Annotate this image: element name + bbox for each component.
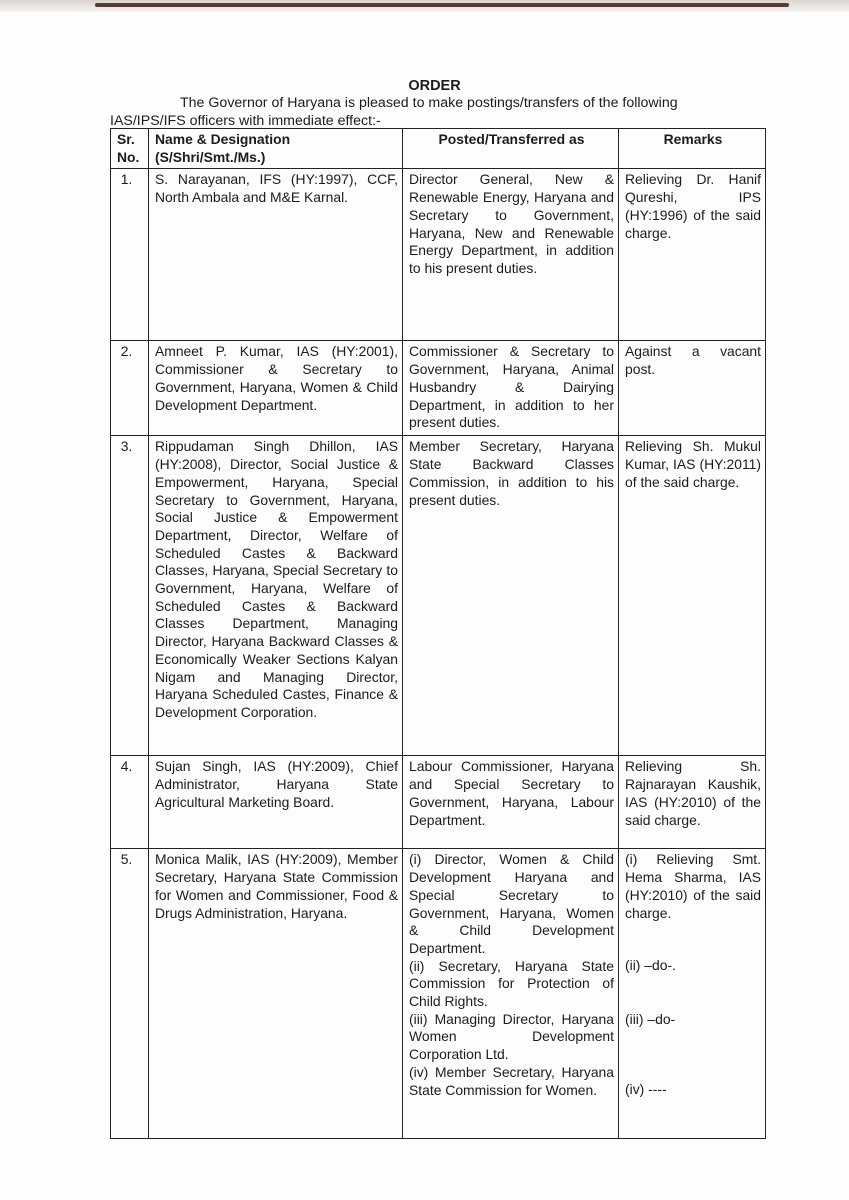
row-posted-as: Commissioner & Secretary to Government, Haryana, Animal Husbandry & Dairying Department, in addition to her present duties. [403, 341, 619, 436]
intro-line-1: The Governor of Haryana is pleased to make postings/transfers of the following [180, 95, 678, 111]
order-intro [110, 94, 765, 130]
table-row [111, 849, 766, 1139]
row-remarks [619, 849, 766, 1139]
header-name-designation: Name & Designation (S/Shri/Smt./Ms.) [149, 129, 403, 169]
binding-strip [95, 3, 789, 7]
row-name-designation: Sujan Singh, IAS (HY:2009), Chief Administrator, Haryana State Agricultural Marketing Board. [149, 756, 403, 849]
remark-item: (i) Relieving Smt. Hema Sharma, IAS (HY:2010) of the said charge. [625, 851, 761, 921]
row-name-designation: Rippudaman Singh Dhillon, IAS (HY:2008), Director, Social Justice & Empowerment, Haryana, Special Secretary to Government, Haryana, Social Justice & Empowerment Department, Director, Welfare of Scheduled Castes & Backward Classes, Haryana, Special Secretary to Government, Haryana, Welfare of Scheduled Castes & Backward Classes Department, Managing Director, Haryana Backward Classes & Economically Weaker Sections Kalyan Nigam and Managing Director, Haryana Scheduled Castes, Finance & Development Corporation. [149, 436, 403, 756]
row-remarks: Relieving Sh. Rajnarayan Kaushik, IAS (HY:2010) of the said charge. [619, 756, 766, 849]
remark-item: (iii) –do- [625, 1011, 676, 1028]
table-row [111, 756, 766, 849]
row-name-designation: Amneet P. Kumar, IAS (HY:2001), Commissioner & Secretary to Government, Haryana, Women & Child Development Department. [149, 341, 403, 436]
row-sr-no: 1. [111, 169, 149, 341]
row-posted-as: Labour Commissioner, Haryana and Special Secretary to Government, Haryana, Labour Department. [403, 756, 619, 849]
header-posted-transferred: Posted/Transferred as [403, 129, 619, 169]
page-top-edge [0, 0, 849, 12]
row-remarks: Against a vacant post. [619, 341, 766, 436]
table-row [111, 169, 766, 341]
row-remarks: Relieving Dr. Hanif Qureshi, IPS (HY:1996) of the said charge. [619, 169, 766, 341]
postings-table [110, 128, 766, 1139]
posting-item: (i) Director, Women & Child Development Haryana and Special Secretary to Government, Haryana, Women & Child Development Department. [409, 851, 614, 956]
row-name-designation: Monica Malik, IAS (HY:2009), Member Secretary, Haryana State Commission for Women and Commissioner, Food & Drugs Administration, Haryana. [149, 849, 403, 1139]
row-name-designation: S. Narayanan, IFS (HY:1997), CCF, North Ambala and M&E Karnal. [149, 169, 403, 341]
row-posted-as: Director General, New & Renewable Energy, Haryana and Secretary to Government, Haryana, New and Renewable Energy Department, in addition to his present duties. [403, 169, 619, 341]
row-posted-as: Member Secretary, Haryana State Backward Classes Commission, in addition to his present duties. [403, 436, 619, 756]
posting-item: (iii) Managing Director, Haryana Women Development Corporation Ltd. [409, 1010, 614, 1063]
header-sr-no: Sr. No. [111, 129, 149, 169]
remark-item: (iv) ---- [625, 1081, 667, 1098]
table-header-row [111, 129, 766, 169]
order-title [0, 78, 849, 94]
posting-item: (iv) Member Secretary, Haryana State Commission for Women. [409, 1063, 614, 1098]
remark-item: (ii) –do-. [625, 957, 676, 974]
row-posted-as [403, 849, 619, 1139]
table-row [111, 341, 766, 436]
posting-item: (ii) Secretary, Haryana State Commission for Protection of Child Rights. [409, 957, 614, 1010]
row-sr-no: 5. [111, 849, 149, 1139]
table-row [111, 436, 766, 756]
header-remarks: Remarks [619, 129, 766, 169]
row-sr-no: 2. [111, 341, 149, 436]
row-remarks: Relieving Sh. Mukul Kumar, IAS (HY:2011) of the said charge. [619, 436, 766, 756]
order-title-text: ORDER [408, 78, 461, 94]
row-sr-no: 4. [111, 756, 149, 849]
intro-line-2: IAS/IPS/IFS officers with immediate effect:- [110, 113, 381, 129]
row-sr-no: 3. [111, 436, 149, 756]
